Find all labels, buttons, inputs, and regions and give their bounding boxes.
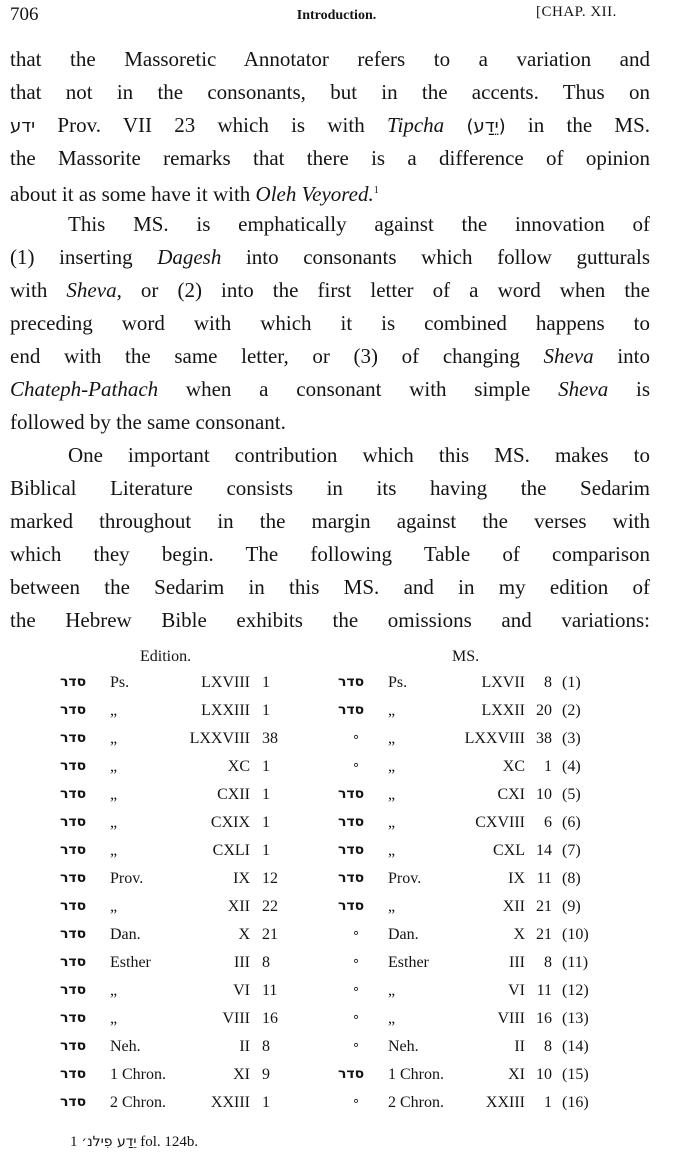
edition-verse: 1 [262,702,270,719]
text-line: preceding word with which it is combined happens to [10,311,650,335]
table-row [60,784,640,812]
ms-chapter: XXIII [485,1094,525,1111]
sedarim-comparison-table [60,648,640,1120]
ms-seder-mark: ∘ [352,982,361,997]
ms-book: 2 Chron. [388,1094,444,1111]
edition-seder-mark: סדר [60,842,87,858]
table-row [60,672,640,700]
edition-verse: 12 [262,870,278,887]
ms-verse: 10 [536,1066,552,1083]
edition-seder-mark: סדר [60,1038,87,1054]
text-segment: with [10,278,48,302]
text-line [10,275,650,308]
edition-seder-mark: סדר [60,954,87,970]
ms-verse: 21 [536,898,552,915]
footnote-text: fol. 124b. [140,1134,199,1150]
edition-verse: 1 [262,786,270,803]
text-segment: about it as some have it with [10,182,251,206]
italic-term: Chateph-Pathach [10,377,159,401]
table-body [60,672,640,1120]
ms-chapter: CXVIII [475,814,525,831]
ms-book: „ [388,786,396,803]
ms-book: Prov. [388,870,422,887]
ms-seder-mark: ∘ [352,1094,361,1109]
text-segment: is [636,377,650,401]
page-number: 706 [10,4,39,25]
table-row [60,812,640,840]
table-row [60,980,640,1008]
ms-verse: 21 [536,926,552,943]
ms-book: Neh. [388,1038,419,1055]
ms-verse: 6 [544,814,552,831]
edition-chapter: CXLI [212,842,250,859]
row-number: (8) [562,870,581,887]
ms-chapter: XII [502,898,525,915]
ms-verse: 1 [544,758,552,775]
edition-seder-mark: סדר [60,730,87,746]
text-line [10,176,650,209]
text-line: This MS. is emphatically against the innovation of [68,212,650,236]
table-header [60,648,640,672]
edition-book: Ps. [110,674,130,691]
edition-verse: 16 [262,1010,278,1027]
ms-seder-mark: סדר [338,842,365,858]
row-number: (5) [562,786,581,803]
ms-chapter: CXL [493,842,525,859]
edition-book: 1 Chron. [110,1066,166,1083]
edition-chapter: II [239,1038,250,1055]
ms-book: „ [388,730,396,747]
ms-seder-mark: סדר [338,786,365,802]
edition-chapter: XC [227,758,250,775]
edition-seder-mark: סדר [60,1010,87,1026]
italic-term: Sheva [558,377,609,401]
row-number: (14) [562,1038,589,1055]
chapter-label: [CHAP. XII. [536,4,617,20]
edition-seder-mark: סדר [60,898,87,914]
text-segment: into [617,344,650,368]
edition-seder-mark: סדר [60,1094,87,1110]
edition-verse: 38 [262,730,278,747]
edition-book: 2 Chron. [110,1094,166,1111]
text-line: One important contribution which this MS. makes to [68,443,650,467]
edition-verse: 8 [262,954,270,971]
ms-chapter: III [509,954,525,971]
edition-seder-mark: סדר [60,926,87,942]
table-row [60,1036,640,1064]
text-segment: into consonants which follow gutturals [245,245,650,269]
edition-chapter: LXXIII [201,702,250,719]
edition-chapter: LXXVIII [189,730,250,747]
ms-chapter: IX [508,870,525,887]
ms-chapter: VI [508,982,525,999]
text-segment: Prov. VII 23 which is with [57,113,365,137]
text-line: between the Sedarim in this MS. and in my edition of [10,575,650,599]
edition-seder-mark: סדר [60,814,87,830]
ms-chapter: XC [502,758,525,775]
ms-chapter: VIII [497,1010,525,1027]
ms-verse: 11 [536,982,552,999]
edition-verse: 1 [262,1094,270,1111]
table-row [60,840,640,868]
ms-book: „ [388,758,396,775]
text-line: the Hebrew Bible exhibits the omissions and variations: [10,608,650,632]
edition-book: Prov. [110,870,144,887]
edition-verse: 22 [262,898,278,915]
edition-chapter: LXVIII [201,674,250,691]
italic-term: Tipcha [386,113,445,137]
ms-book: „ [388,814,396,831]
column-header-ms: MS. [452,648,480,665]
text-line: that the Massoretic Annotator refers to a variation and [10,47,650,71]
ms-verse: 8 [544,954,552,971]
hebrew-word: יֵדַע פִילנ׳ [81,1134,137,1150]
ms-chapter: X [513,926,525,943]
row-number: (15) [562,1066,589,1083]
ms-chapter: II [514,1038,525,1055]
ms-book: Esther [388,954,429,971]
edition-chapter: XXIII [210,1094,250,1111]
text-line: Biblical Literature consists in its having the Sedarim [10,476,650,500]
ms-book: „ [388,702,396,719]
text-segment: when a consonant with simple [185,377,531,401]
ms-verse: 8 [544,674,552,691]
ms-seder-mark: ∘ [352,758,361,773]
table-row [60,924,640,952]
text-segment: end with the same letter, or (3) of changing [10,344,520,368]
edition-seder-mark: סדר [60,786,87,802]
edition-verse: 1 [262,758,270,775]
edition-verse: 8 [262,1038,270,1055]
row-number: (1) [562,674,581,691]
edition-seder-mark: סדר [60,870,87,886]
ms-seder-mark: ∘ [352,730,361,745]
text-line [10,341,650,374]
ms-verse: 11 [536,870,552,887]
row-number: (11) [562,954,589,971]
ms-seder-mark: ∘ [352,954,361,969]
text-line: that not in the consonants, but in the accents. Thus on [10,80,650,104]
ms-verse: 8 [544,1038,552,1055]
ms-seder-mark: ∘ [352,926,361,941]
edition-seder-mark: סדר [60,702,87,718]
edition-verse: 11 [262,982,278,999]
edition-book: „ [110,814,118,831]
text-line: followed by the same consonant. [10,410,286,434]
ms-book: „ [388,1010,396,1027]
text-line [10,374,650,407]
edition-chapter: X [238,926,250,943]
ms-chapter: LXVII [481,674,525,691]
footnote [70,1134,198,1151]
edition-verse: 9 [262,1066,270,1083]
edition-book: „ [110,842,118,859]
text-line: marked throughout in the margin against the verses with [10,509,650,533]
edition-chapter: CXIX [210,814,250,831]
ms-seder-mark: ∘ [352,1010,361,1025]
italic-term: Oleh Veyored. [255,182,374,206]
italic-term: Sheva, [66,278,122,302]
table-row [60,868,640,896]
ms-verse: 38 [536,730,552,747]
table-row [60,1064,640,1092]
ms-verse: 1 [544,1094,552,1111]
text-segment: in the MS. [527,113,650,137]
ms-book: Dan. [388,926,419,943]
edition-chapter: XII [227,898,250,915]
running-title: Introduction. [296,8,377,23]
edition-book: Esther [110,954,151,971]
ms-seder-mark: סדר [338,870,365,886]
footnote-marker: 1 [373,185,379,196]
row-number: (16) [562,1094,589,1111]
ms-seder-mark: סדר [338,898,365,914]
edition-book: „ [110,786,118,803]
footnote-number: 1 [70,1134,78,1150]
ms-chapter: XI [508,1066,525,1083]
table-row [60,1092,640,1120]
table-row [60,1008,640,1036]
ms-book: Ps. [388,674,408,691]
row-number: (6) [562,814,581,831]
row-number: (3) [562,730,581,747]
main-text [10,44,650,638]
edition-seder-mark: סדר [60,982,87,998]
ms-book: 1 Chron. [388,1066,444,1083]
ms-chapter: LXXVIII [464,730,525,747]
table-row [60,952,640,980]
column-header-edition: Edition. [140,648,192,665]
ms-verse: 20 [536,702,552,719]
row-number: (4) [562,758,581,775]
row-number: (10) [562,926,589,943]
ms-seder-mark: סדר [338,814,365,830]
edition-seder-mark: סדר [60,674,87,690]
ms-book: „ [388,898,396,915]
text-line [10,242,650,275]
table-row [60,896,640,924]
edition-book: „ [110,898,118,915]
edition-seder-mark: סדר [60,758,87,774]
text-line: which they begin. The following Table of comparison [10,542,650,566]
table-row [60,700,640,728]
edition-chapter: CXII [217,786,250,803]
ms-chapter: LXXII [481,702,525,719]
edition-chapter: VIII [222,1010,250,1027]
ms-seder-mark: ∘ [352,1038,361,1053]
ms-verse: 14 [536,842,552,859]
edition-book: „ [110,982,118,999]
edition-chapter: IX [233,870,250,887]
ms-seder-mark: סדר [338,702,365,718]
ms-book: „ [388,842,396,859]
edition-book: „ [110,758,118,775]
row-number: (9) [562,898,581,915]
edition-verse: 1 [262,842,270,859]
edition-verse: 1 [262,814,270,831]
text-segment: or (2) into the first letter of a word when the [140,278,650,302]
edition-book: „ [110,702,118,719]
row-number: (13) [562,1010,589,1027]
hebrew-word: ידע [10,116,36,137]
edition-book: „ [110,1010,118,1027]
row-number: (2) [562,702,581,719]
row-number: (7) [562,842,581,859]
row-number: (12) [562,982,589,999]
ms-verse: 16 [536,1010,552,1027]
ms-seder-mark: סדר [338,1066,365,1082]
edition-book: „ [110,730,118,747]
italic-term: Dagesh [157,245,222,269]
text-segment: (1) inserting [10,245,133,269]
running-header [0,4,673,28]
text-line: the Massorite remarks that there is a difference of opinion [10,146,650,170]
edition-book: Neh. [110,1038,141,1055]
italic-term: Sheva [543,344,594,368]
edition-seder-mark: סדר [60,1066,87,1082]
ms-book: „ [388,982,396,999]
text-line [10,110,650,143]
table-row [60,728,640,756]
edition-chapter: XI [233,1066,250,1083]
hebrew-word: (יֵדַע) [466,116,506,137]
edition-chapter: III [234,954,250,971]
ms-chapter: CXI [497,786,525,803]
ms-verse: 10 [536,786,552,803]
edition-verse: 1 [262,674,270,691]
ms-seder-mark: סדר [338,674,365,690]
edition-book: Dan. [110,926,141,943]
edition-chapter: VI [233,982,250,999]
edition-verse: 21 [262,926,278,943]
table-row [60,756,640,784]
